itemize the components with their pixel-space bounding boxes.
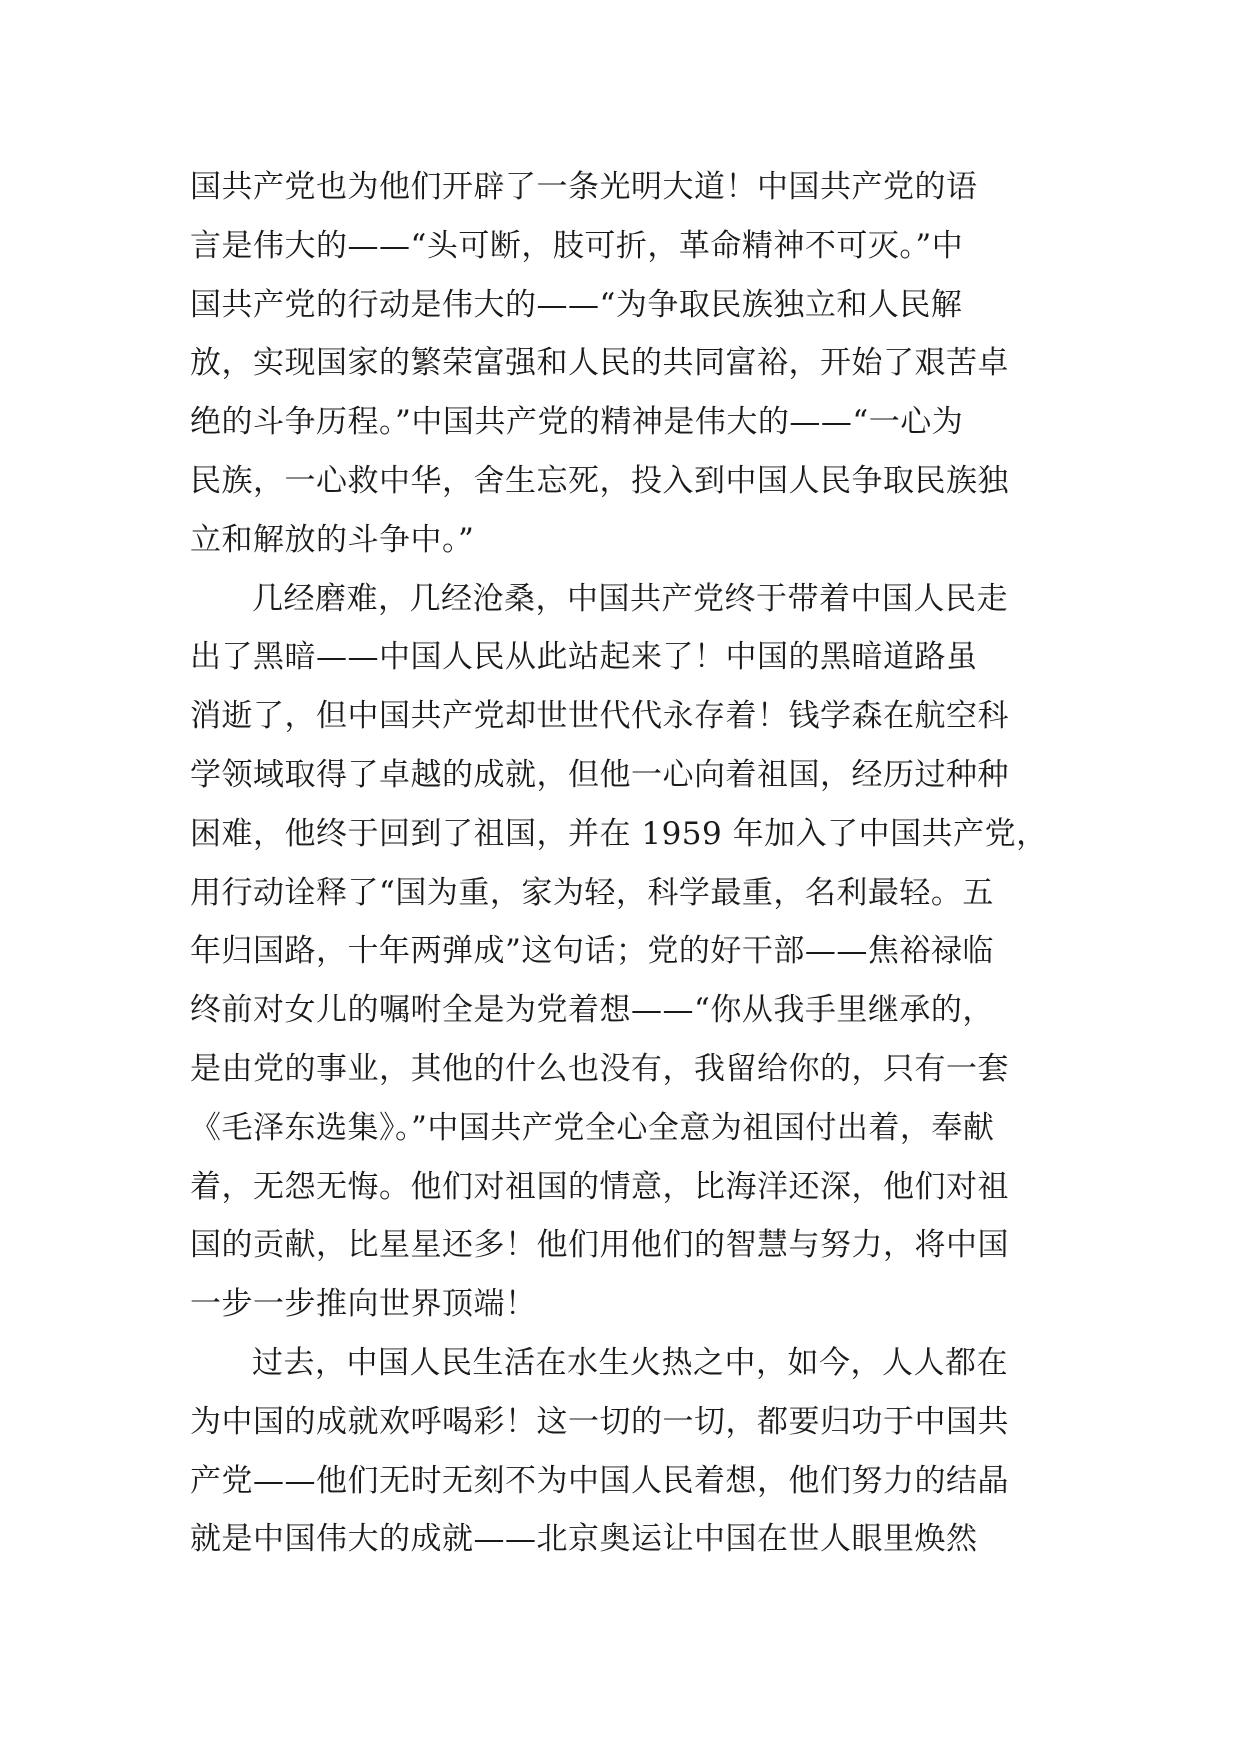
text-line: 一步一步推向世界顶端！ (190, 1286, 537, 1323)
text-line: 绝的斗争历程。”中国共产党的精神是伟大的——“一心为 (190, 404, 964, 441)
text-line: 国共产党也为他们开辟了一条光明大道！中国共产党的语 (190, 169, 978, 205)
text-line: 消逝了，但中国共产党却世世代代永存着！钱学森在航空科 (190, 698, 1009, 735)
text-line: 出了黑暗——中国人民从此站起来了！中国的黑暗道路虽 (190, 639, 978, 676)
text-line: 学领域取得了卓越的成就，但他一心向着祖国，经历过种种 (190, 756, 1009, 793)
paragraph-2 (190, 570, 1070, 1334)
text-line: 终前对女儿的嘱咐全是为党着想——“你从我手里继承的， (190, 992, 994, 1029)
paragraph-1 (190, 158, 1070, 570)
text-line: 用行动诠释了“国为重，家为轻，科学最重，名利最轻。五 (190, 874, 994, 911)
text-line-indented: 过去，中国人民生活在水生火热之中，如今，人人都在 (252, 1344, 1008, 1381)
text-line: 民族，一心救中华，舍生忘死，投入到中国人民争取民族独 (190, 462, 1009, 499)
text-line: 困难，他终于回到了祖国，并在 1959 年加入了中国共产党， (190, 815, 1048, 852)
text-line: 年归国路，十年两弹成”这句话；党的好干部——焦裕禄临 (190, 933, 994, 970)
text-line: 是由党的事业，其他的什么也没有，我留给你的，只有一套 (190, 1050, 1009, 1087)
text-line: 着，无怨无悔。他们对祖国的情意，比海洋还深，他们对祖 (190, 1168, 1009, 1205)
text-line: 国的贡献，比星星还多！他们用他们的智慧与努力，将中国 (190, 1227, 1009, 1264)
text-line: 《毛泽东选集》。”中国共产党全心全意为祖国付出着，奉献 (190, 1109, 995, 1146)
text-line: 言是伟大的——“头可断，肢可折，革命精神不可灭。”中 (190, 227, 964, 264)
text-line: 国共产党的行动是伟大的——“为争取民族独立和人民解 (190, 286, 963, 323)
body-text (190, 158, 1070, 1569)
text-line: 放，实现国家的繁荣富强和人民的共同富裕，开始了艰苦卓 (190, 345, 1009, 382)
paragraph-3 (190, 1334, 1070, 1569)
text-line-indented: 几经磨难，几经沧桑，中国共产党终于带着中国人民走 (252, 580, 1008, 617)
text-line: 为中国的成就欢呼喝彩！这一切的一切，都要归功于中国共 (190, 1403, 1009, 1440)
text-line: 产党——他们无时无刻不为中国人民着想，他们努力的结晶 (190, 1462, 1009, 1499)
text-line: 就是中国伟大的成就——北京奥运让中国在世人眼里焕然 (190, 1521, 978, 1558)
text-line: 立和解放的斗争中。” (190, 521, 475, 558)
